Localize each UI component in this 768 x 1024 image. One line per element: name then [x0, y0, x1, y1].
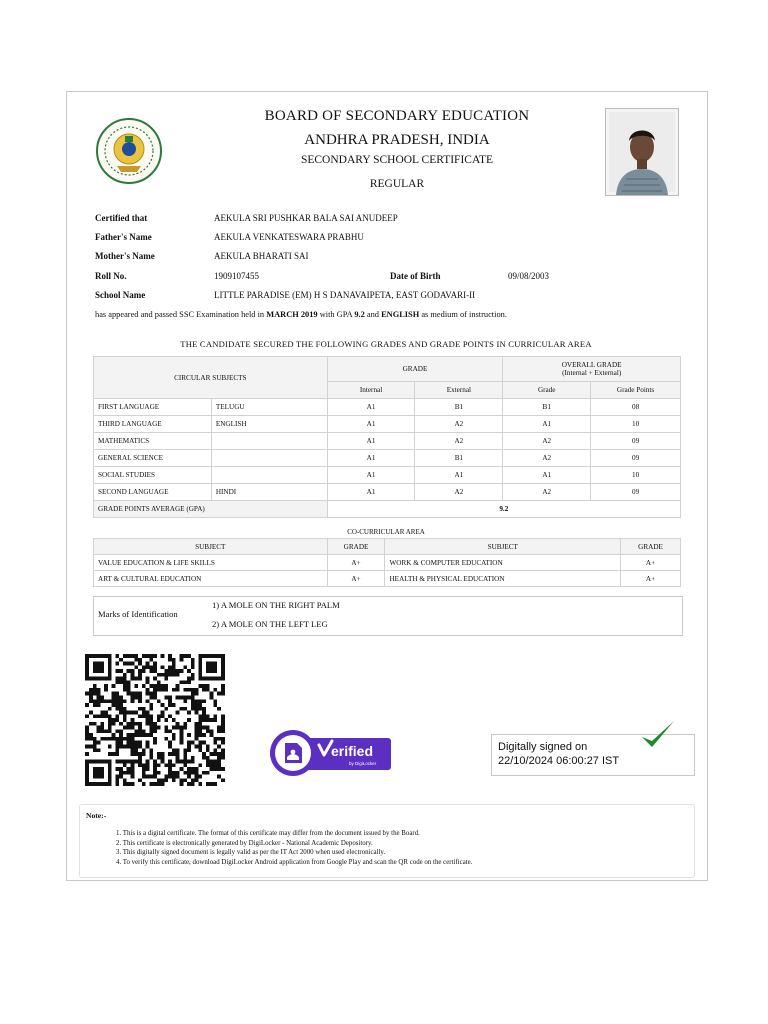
certificate-type: REGULAR: [369, 178, 425, 190]
grades-section-title: THE CANDIDATE SECURED THE FOLLOWING GRADES AND GRADE POINTS IN CURRICULAR AREA: [180, 339, 592, 349]
statement-text-3: and: [364, 310, 382, 319]
identification-mark-2: 2) A MOLE ON THE LEFT LEG: [212, 619, 328, 629]
statement-text-4: as medium of instruction.: [419, 310, 507, 319]
list-item: 2. This certificate is electronically generated by DigiLocker - National Academic Depository.: [116, 839, 373, 847]
mother-name: AEKULA BHARATI SAI: [214, 251, 309, 261]
subject-language: HINDI: [211, 484, 327, 501]
col-grade-points: Grade Points: [591, 382, 681, 399]
co-col-subject-2: SUBJECT: [385, 539, 621, 555]
co-col-subject-1: SUBJECT: [94, 539, 328, 555]
col-external: External: [415, 382, 503, 399]
school-label: School Name: [95, 290, 146, 300]
table-row: [94, 571, 681, 587]
verified-text: erified: [331, 743, 374, 759]
identification-marks-box: [93, 596, 683, 636]
exam-month: MARCH 2019: [266, 310, 318, 319]
verified-subtext: by DigiLocker: [349, 761, 377, 766]
external-grade: A2: [415, 416, 503, 433]
co-curricular-table: [93, 538, 681, 587]
subject-language: TELUGU: [211, 399, 327, 416]
internal-grade: A1: [327, 416, 415, 433]
father-name: AEKULA VENKATESWARA PRABHU: [214, 232, 364, 242]
statement-text-1: has appeared and passed SSC Examination held in: [95, 310, 267, 319]
col-og-grade: Grade: [503, 382, 591, 399]
external-grade: A2: [415, 484, 503, 501]
signature-timestamp: 22/10/2024 06:00:27 IST: [498, 755, 620, 767]
medium: ENGLISH: [381, 310, 420, 319]
roll-label: Roll No.: [95, 271, 127, 281]
identification-mark-1: 1) A MOLE ON THE RIGHT PALM: [212, 600, 340, 610]
student-name: AEKULA SRI PUSHKAR BALA SAI ANUDEEP: [214, 213, 398, 223]
certificate-page: [66, 91, 708, 881]
overall-grade: A2: [503, 450, 591, 467]
co-grade: A+: [621, 571, 681, 587]
student-photo: [605, 108, 679, 196]
external-grade: A1: [415, 467, 503, 484]
certificate-title: SECONDARY SCHOOL CERTIFICATE: [300, 154, 494, 166]
subject-name: MATHEMATICS: [94, 433, 212, 450]
digilocker-verified-badge: [269, 729, 391, 777]
pass-statement: [95, 310, 507, 319]
table-row: [94, 433, 681, 450]
subject-language: [211, 450, 327, 467]
note-box: [79, 804, 695, 878]
grade-points: 09: [591, 450, 681, 467]
school-name: LITTLE PARADISE (EM) H S DANAVAIPETA, EAST GODAVARI-II: [214, 290, 476, 300]
table-row: [94, 467, 681, 484]
subject-name: SOCIAL STUDIES: [94, 467, 212, 484]
overall-grade: A2: [503, 484, 591, 501]
col-overall-title: OVERALL GRADE: [561, 361, 622, 369]
external-grade: B1: [415, 399, 503, 416]
internal-grade: A1: [327, 433, 415, 450]
col-grade: GRADE: [327, 357, 503, 382]
co-subject: HEALTH & PHYSICAL EDUCATION: [385, 571, 621, 587]
note-list: [116, 829, 676, 867]
digital-signature-box: [491, 734, 695, 776]
internal-grade: A1: [327, 450, 415, 467]
list-item: 1. This is a digital certificate. The format of this certificate may differ from the document issued by the Board.: [116, 830, 420, 837]
certified-label: Certified that: [95, 213, 148, 223]
board-title: BOARD OF SECONDARY EDUCATION: [264, 108, 530, 124]
co-subject: VALUE EDUCATION & LIFE SKILLS: [94, 555, 328, 571]
overall-grade: A2: [503, 433, 591, 450]
table-row: [94, 555, 681, 571]
overall-grade: A1: [503, 467, 591, 484]
co-col-grade-1: GRADE: [327, 539, 385, 555]
external-grade: B1: [415, 450, 503, 467]
co-subject: ART & CULTURAL EDUCATION: [94, 571, 328, 587]
statement-text-2: with GPA: [317, 310, 355, 319]
gpa-row: [94, 501, 681, 518]
statement-gpa: 9.2: [354, 310, 365, 319]
grade-points: 08: [591, 399, 681, 416]
dob-label: Date of Birth: [390, 271, 441, 281]
external-grade: A2: [415, 433, 503, 450]
signature-line-1: Digitally signed on: [498, 741, 588, 753]
grade-points: 10: [591, 467, 681, 484]
grade-rows: [94, 399, 681, 501]
grade-points: 09: [591, 433, 681, 450]
subject-name: SECOND LANGUAGE: [94, 484, 212, 501]
col-internal: Internal: [327, 382, 415, 399]
note-heading: Note:-: [86, 811, 107, 820]
internal-grade: A1: [327, 399, 415, 416]
table-row: [94, 450, 681, 467]
list-item: 3. This digitally signed document is legally valid as per the IT Act 2000 when used electronically.: [116, 849, 386, 856]
gpa-value: 9.2: [327, 501, 680, 518]
table-row: [94, 416, 681, 433]
table-row: [94, 484, 681, 501]
col-circular-subjects: CIRCULAR SUBJECTS: [94, 357, 328, 399]
co-curricular-title: CO-CURRICULAR AREA: [347, 528, 425, 536]
subject-language: [211, 433, 327, 450]
col-overall-grade: [503, 357, 681, 382]
subject-language: ENGLISH: [211, 416, 327, 433]
grade-points: 09: [591, 484, 681, 501]
identification-label: Marks of Identification: [98, 609, 178, 619]
co-grade: A+: [621, 555, 681, 571]
list-item: 4. To verify this certificate, download DigiLocker Android application from Google Play and scan the QR code on the certificate.: [116, 858, 473, 866]
grade-points: 10: [591, 416, 681, 433]
co-subject: WORK & COMPUTER EDUCATION: [385, 555, 621, 571]
internal-grade: A1: [327, 484, 415, 501]
gpa-label: GRADE POINTS AVERAGE (GPA): [94, 501, 328, 518]
checkmark-icon: [640, 719, 676, 749]
internal-grade: A1: [327, 467, 415, 484]
state-emblem-icon: [95, 116, 163, 186]
roll-number: 1909107455: [214, 271, 259, 281]
subject-name: GENERAL SCIENCE: [94, 450, 212, 467]
grades-table: [93, 356, 681, 518]
col-overall-subtitle: (Internal + External): [562, 369, 622, 377]
mother-label: Mother's Name: [95, 251, 155, 261]
subject-name: THIRD LANGUAGE: [94, 416, 212, 433]
co-grade: A+: [327, 571, 385, 587]
table-row: [94, 399, 681, 416]
subject-name: FIRST LANGUAGE: [94, 399, 212, 416]
co-col-grade-2: GRADE: [621, 539, 681, 555]
dob-value: 09/08/2003: [508, 271, 550, 281]
co-grade: A+: [327, 555, 385, 571]
father-label: Father's Name: [95, 232, 152, 242]
state-title: ANDHRA PRADESH, INDIA: [304, 132, 490, 148]
overall-grade: B1: [503, 399, 591, 416]
qr-code-icon[interactable]: [85, 654, 225, 786]
overall-grade: A1: [503, 416, 591, 433]
subject-language: [211, 467, 327, 484]
